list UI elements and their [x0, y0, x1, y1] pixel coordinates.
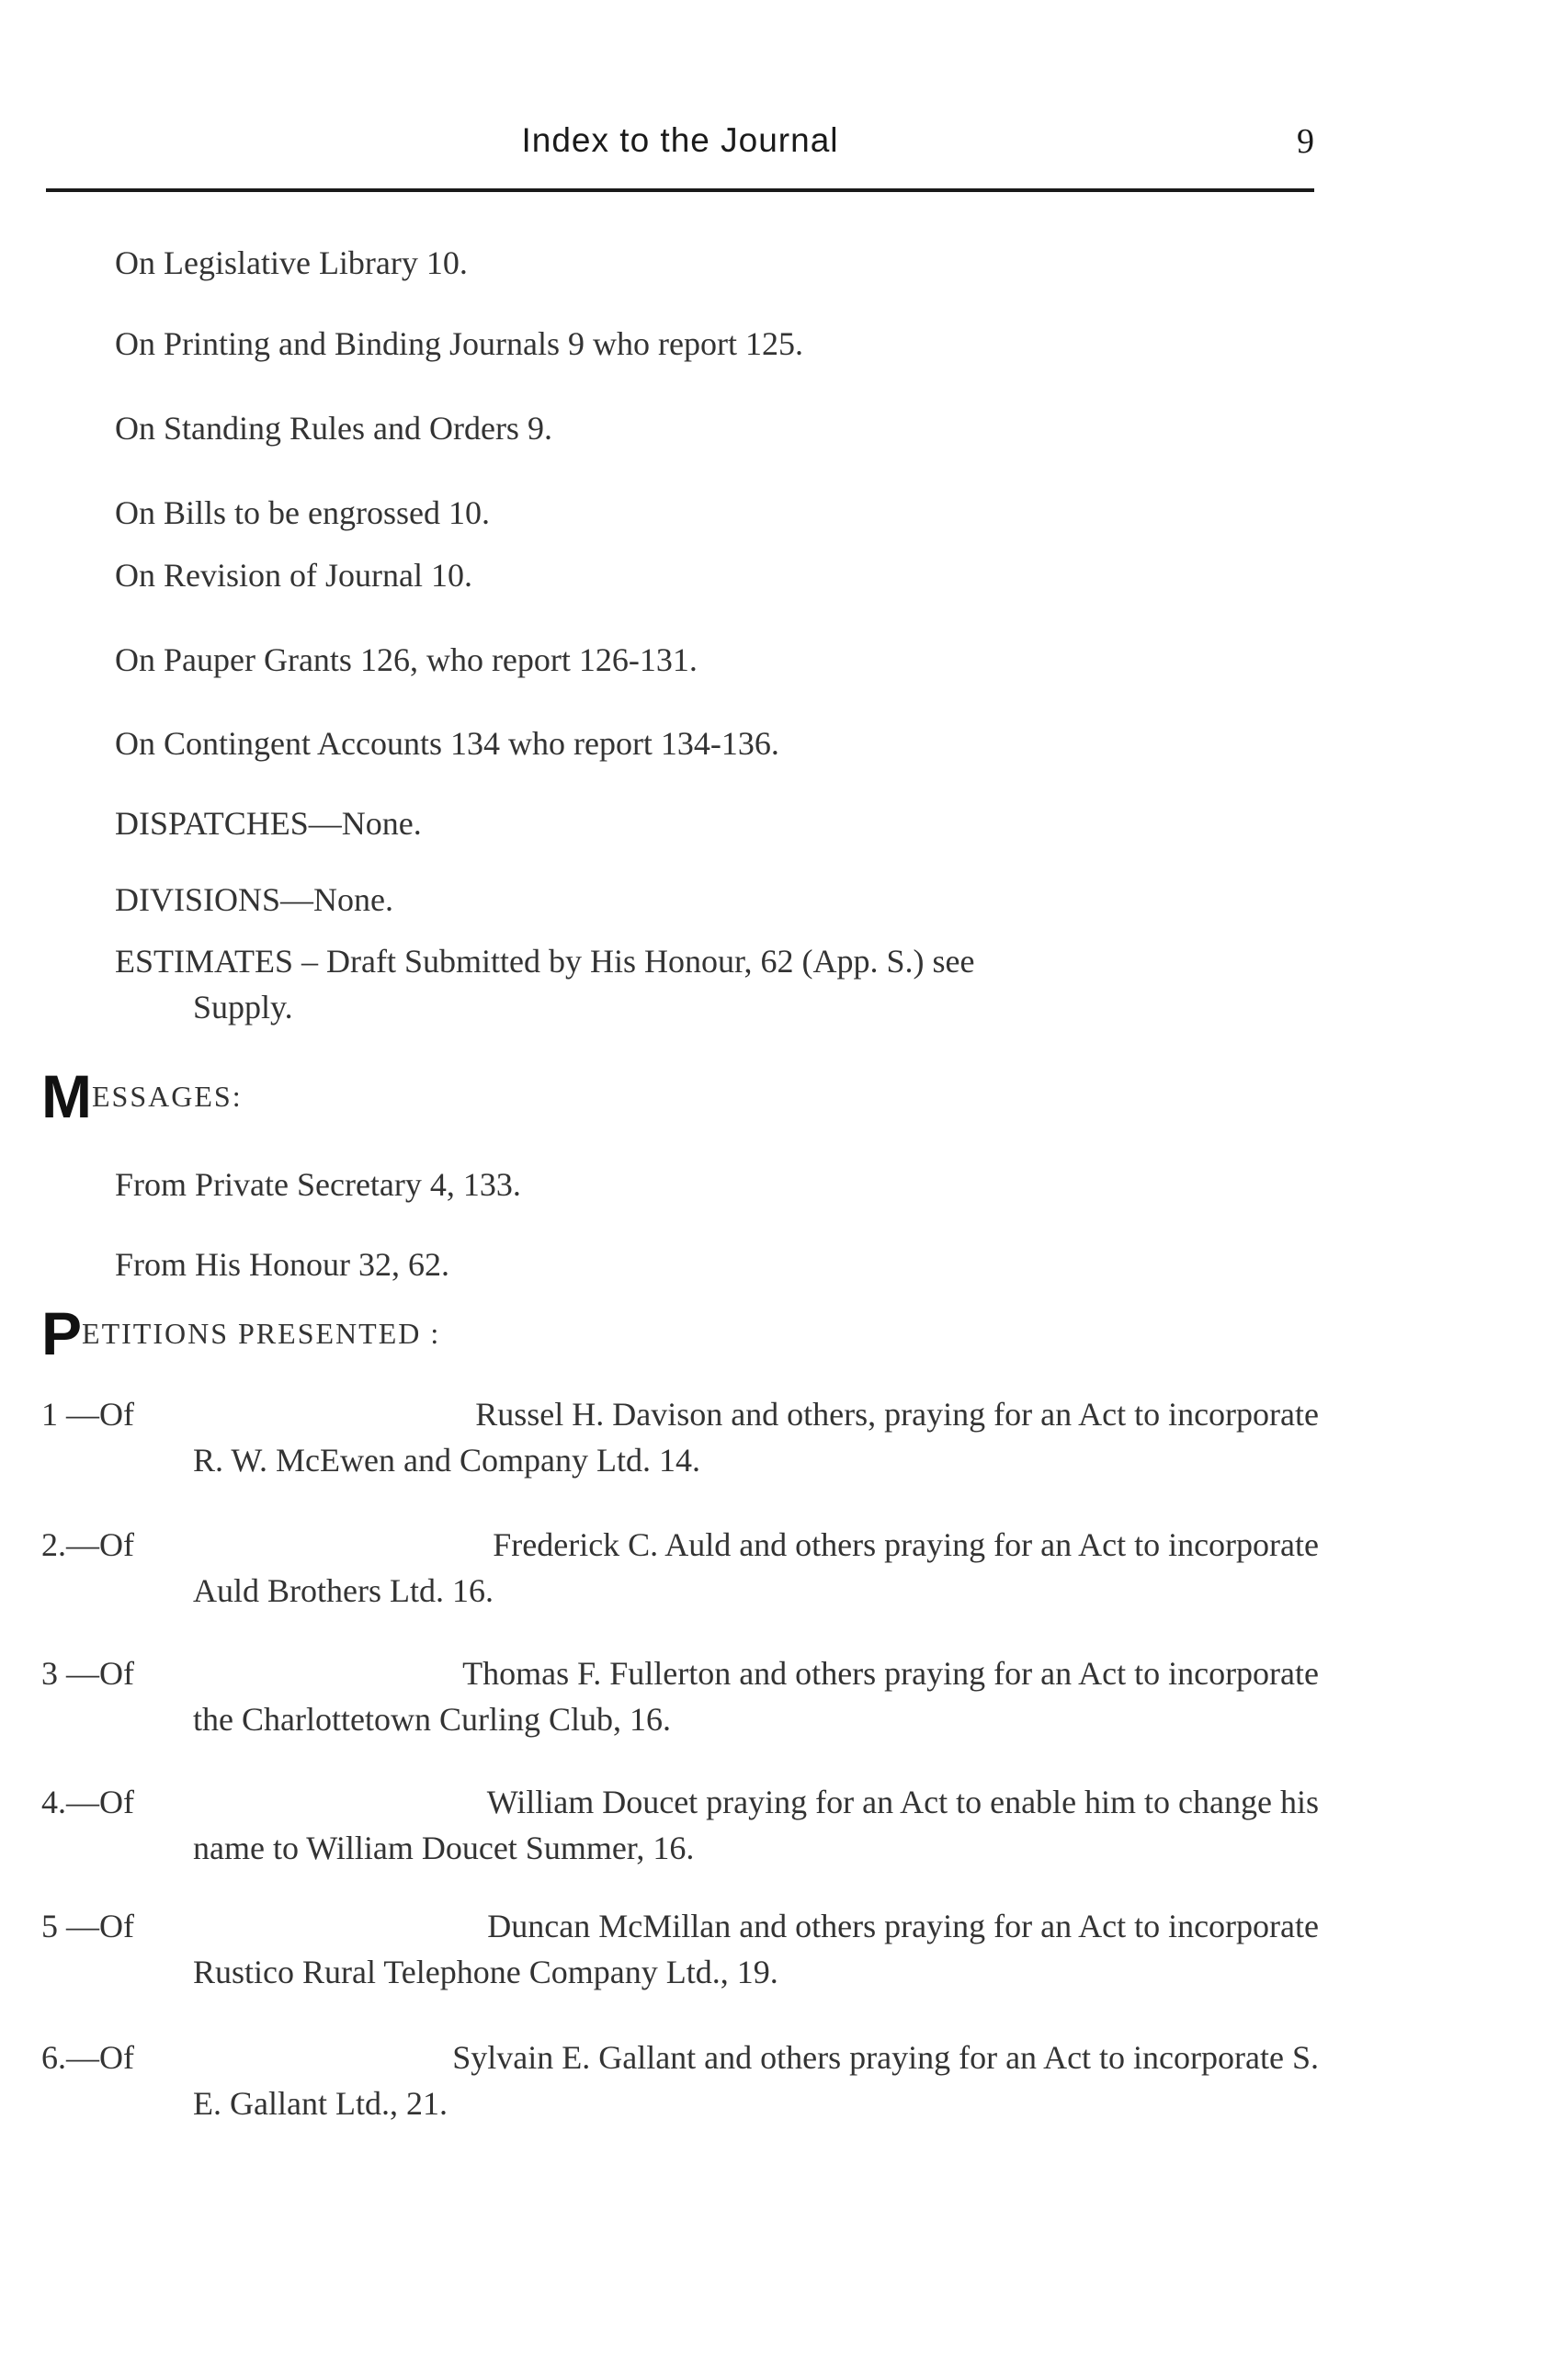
committee-entry: On Revision of Journal 10. [115, 557, 472, 594]
petition-entry [41, 2038, 1319, 2123]
divisions-entry: DIVISIONS—None. [115, 881, 393, 918]
petition-number: 1 —Of [41, 1396, 134, 1433]
committee-entry: On Legislative Library 10. [115, 244, 468, 281]
messages-initial: M [41, 1062, 92, 1130]
petition-continuation: R. W. McEwen and Company Ltd. 14. [193, 1442, 700, 1479]
petition-continuation: Rustico Rural Telephone Company Ltd., 19. [193, 1954, 778, 1990]
petition-continuation: the Charlottetown Curling Club, 16. [193, 1701, 671, 1738]
messages-heading [41, 1062, 243, 1130]
message-entry: From Private Secretary 4, 133. [115, 1166, 521, 1203]
petition-entry [41, 1395, 1319, 1479]
petition-continuation: E. Gallant Ltd., 21. [193, 2085, 448, 2122]
petition-text: Duncan McMillan and others praying for an Act to incorporate [487, 1908, 1319, 1944]
running-title: Index to the Journal [521, 121, 839, 159]
dispatches-entry: DISPATCHES—None. [115, 805, 422, 842]
petitions-heading-rest: ETITIONS PRESENTED : [82, 1317, 441, 1350]
petition-text: Russel H. Davison and others, praying for an Act to incorporate [475, 1396, 1319, 1433]
estimates-text: ESTIMATES – Draft Submitted by His Honour, 62 (App. S.) see [115, 943, 975, 980]
committee-entry: On Bills to be engrossed 10. [115, 494, 490, 531]
petition-number: 3 —Of [41, 1655, 134, 1692]
petitions-initial: P [41, 1299, 83, 1367]
estimates-line [115, 942, 1319, 980]
page-header [46, 121, 1314, 167]
petition-entry [41, 1907, 1319, 1991]
committee-entry: On Pauper Grants 126, who report 126-131. [115, 641, 698, 678]
petition-number: 5 —Of [41, 1908, 134, 1944]
petition-entry [41, 1525, 1319, 1610]
header-rule [46, 188, 1314, 192]
estimates-continuation: Supply. [193, 989, 293, 1026]
estimates-entry [115, 942, 1319, 1026]
committee-entry: On Standing Rules and Orders 9. [115, 410, 552, 447]
petition-text: William Doucet praying for an Act to enable him to change his [486, 1784, 1319, 1820]
petition-text: Thomas F. Fullerton and others praying for an Act to incorporate [462, 1655, 1319, 1692]
petition-entry [41, 1783, 1319, 1867]
petition-number: 6.—Of [41, 2039, 134, 2076]
petition-continuation: name to William Doucet Summer, 16. [193, 1830, 695, 1866]
committee-entry: On Contingent Accounts 134 who report 134-136. [115, 725, 779, 762]
petitions-heading [41, 1299, 441, 1367]
message-entry: From His Honour 32, 62. [115, 1246, 450, 1283]
committee-entry: On Printing and Binding Journals 9 who report 125. [115, 325, 803, 362]
petition-continuation: Auld Brothers Ltd. 16. [193, 1572, 494, 1609]
petition-text: Frederick C. Auld and others praying for an Act to incorporate [493, 1526, 1319, 1563]
petition-text: Sylvain E. Gallant and others praying for an Act to incorporate S. [452, 2039, 1319, 2076]
messages-heading-rest: ESSAGES: [91, 1080, 243, 1113]
petition-entry [41, 1654, 1319, 1739]
petition-number: 2.—Of [41, 1526, 134, 1563]
petition-number: 4.—Of [41, 1784, 134, 1820]
page-number: 9 [1297, 122, 1314, 161]
